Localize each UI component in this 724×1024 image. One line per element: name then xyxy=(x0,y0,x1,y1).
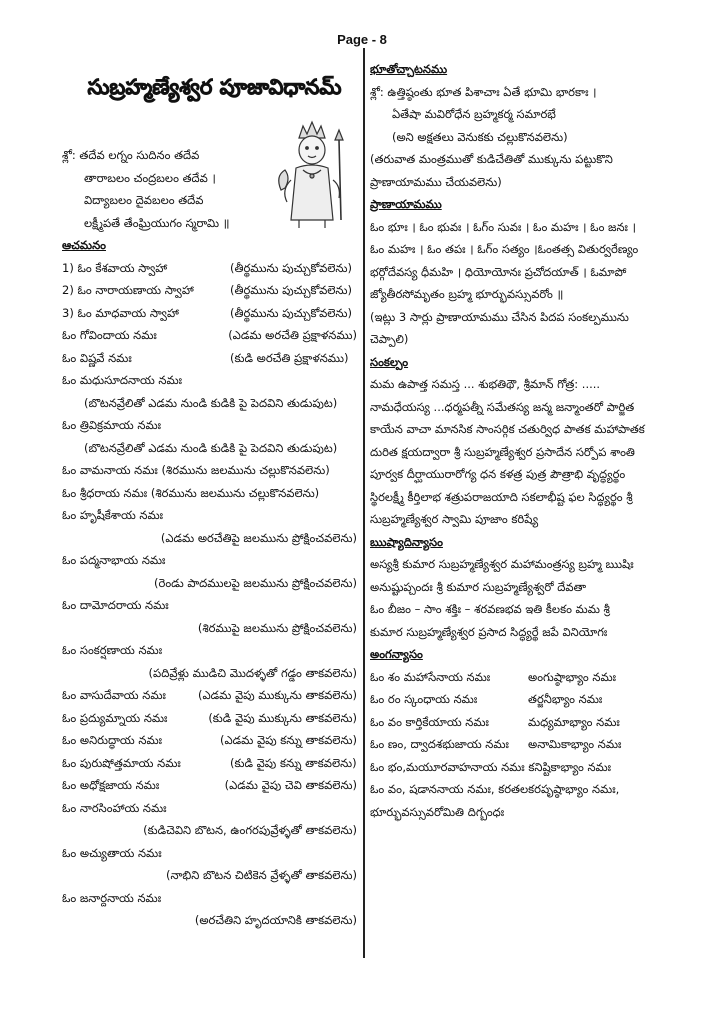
right-column xyxy=(370,58,670,823)
shloka-line-4: లక్ష్మీపతే తేంఘ్రియుగం స్మరామి ॥ xyxy=(84,215,230,230)
rishyadi-line: కుమార సుబ్రహ్మణ్యేశ్వర ప్రసాద సిద్ధ్యర్థే జపే వినియోగః xyxy=(370,624,608,639)
pranayama-line: జ్యోతీరసోమృతం బ్రహ్మ భూర్భువస్సువరోం ॥ xyxy=(370,287,564,301)
bhutochatana-line: శ్లో: ఉత్తిష్ఠంతు భూత పిశాచాః ఏతే భూమి భారకాః । xyxy=(370,84,597,99)
mantra-line: (శిరముపై జలమును ప్రోక్షించవలెను) xyxy=(197,620,357,635)
anganyasam-row xyxy=(370,666,670,689)
mantra-line: ఓం మధుసూదనాయ నమః xyxy=(62,373,183,387)
instruction-text: (కుడి అరచేతి ప్రక్షాళనము) xyxy=(230,350,349,365)
instruction-text: (ఎడమ వైపు చెవి తాకవలెను) xyxy=(224,778,357,792)
pranayama-line: ఓం మహః । ఓం తపః । ఓగ్ం సత్యం ।ఓంతత్స వితుర్వరేణ్యం xyxy=(370,242,639,256)
instruction-text: (కుడి వైపు కన్ను తాకవలెను) xyxy=(230,755,357,770)
instruction-text: (ఎడమ వైపు ముక్కును తాకవలెను) xyxy=(197,688,357,702)
anganyasam-line: ఓం భం,మయూరవాహనాయ నమః కనిష్టికాభ్యాం నమః xyxy=(370,759,612,774)
anganyasam-heading: అంగన్యాసం xyxy=(370,647,423,661)
mantra-text: ఓం గోవిందాయ నమః xyxy=(62,328,157,342)
rishyadi-section xyxy=(370,553,670,643)
sankalpam-section xyxy=(370,373,670,531)
sankalpam-line: నామధేయస్య ...ధర్మపత్నీ సమేతస్య జన్మ జన్మాంతరో పార్జిత xyxy=(370,399,635,414)
mantra-line: (బొటనవ్రేలితో ఎడమ నుండి కుడికి పై పెదవిని తుడుపుట) xyxy=(84,440,338,455)
mantra-text: ఓం శం మహాసేనాయ నమః xyxy=(370,669,491,684)
mantra-line: ఓం నారసింహాయ నమః xyxy=(62,800,167,815)
instruction-text: (తీర్థమును పుచ్చుకోవలెను) xyxy=(230,305,352,320)
mantra-text: ఓం అధోక్షజాయ నమః xyxy=(62,778,160,792)
mantra-line: ఓం వామనాయ నమః (శిరమును జలమును చల్లుకొనవలెను) xyxy=(62,463,330,477)
anganyasam-line: భూర్భువస్సువరోమితి దిగ్బంధః xyxy=(370,804,505,819)
mantra-text: 3) ఓం మాధవాయ స్వాహా xyxy=(62,305,179,320)
mantra-text: ఓం ప్రద్యుమ్నాయ నమః xyxy=(62,710,168,725)
instruction-text: (ఎడమ వైపు కన్ను తాకవలెను) xyxy=(219,733,357,747)
shloka-line-1: శ్లో: తదేవ లగ్నం సుదినం తదేవ xyxy=(62,148,200,162)
anganyasam-line: ఓం వం, షడాననాయ నమః, కరతలకరపృష్ఠాభ్యాం నమః, xyxy=(370,782,620,796)
mantra-text: అనామికాభ్యాం నమః xyxy=(528,737,622,751)
mantra-text: తర్జనీభ్యాం నమః xyxy=(528,692,603,706)
mantra-line: ఓం శ్రీధరాయ నమః (శిరమును జలమును చల్లుకొనవలెను) xyxy=(62,485,320,500)
mantra-tail xyxy=(62,797,357,932)
mantra-pairs xyxy=(62,684,357,797)
mantra-line: ఓం హృషీకేశాయ నమః xyxy=(62,508,164,522)
mantra-pair-row xyxy=(62,752,357,775)
pranayama-line: (ఇట్లు 3 సార్లు ప్రాణాయామము చేసిన పిదప సంకల్పమును xyxy=(370,309,629,324)
bhutochatana-line: ఏతేషా మవిరోధేన బ్రహ్మకర్మ సమారభే xyxy=(392,107,556,121)
sankalpam-line: స్థిరలక్ష్మీ కీర్తిలాభ శత్రుపరాజయాది సకలాభీష్ట ఫల సిద్ధ్యర్థం శ్రీ xyxy=(370,489,633,504)
shloka-line-2: తారాబలం చంద్రబలం తదేవ । xyxy=(84,170,216,185)
mantra-line: ఓం సంకర్షణాయ నమః xyxy=(62,643,163,657)
sankalpam-heading: సంకల్పం xyxy=(370,354,409,369)
mantra-text: ఓం రం స్కంధాయ నమః xyxy=(370,692,478,706)
mantra-text: మధ్యమాభ్యాం నమః xyxy=(528,714,620,729)
achamanam-list xyxy=(62,257,357,370)
rishyadi-line: అనుష్టుప్చందః శ్రీ కుమార సుబ్రహ్మణ్యేశ్వరో దేవతా xyxy=(370,579,587,594)
instruction-text: (కుడి వైపు ముక్కును తాకవలెను) xyxy=(208,710,357,725)
mantra-text: ఓం వాసుదేవాయ నమః xyxy=(62,688,166,702)
pranayama-heading: ప్రాణాయామము xyxy=(370,197,442,211)
mantra-pair-row xyxy=(62,684,357,707)
pranayama-line: చెప్పాలి) xyxy=(370,332,409,346)
mantra-pair-row xyxy=(62,729,357,752)
mantra-lines xyxy=(62,369,357,684)
mantra-text: ఓం వం కార్తికేయాయ నమః xyxy=(370,714,489,729)
achamanam-row xyxy=(62,347,357,370)
mantra-text: ఓం పురుషోత్తమాయ నమః xyxy=(62,755,181,770)
mantra-line: (అరచేతిని హృదయానికి తాకవలెను) xyxy=(194,913,357,927)
mantra-line: (పదివ్రేళ్లు ముడిచి మొదళ్ళతో గడ్డం తాకవలెను) xyxy=(148,665,357,680)
bhutochatana-line: (తరువాత మంత్రముతో కుడిచేతితో ముక్కును పట్టుకొని xyxy=(370,152,613,166)
bhutochatana-line: ప్రాణాయామము చేయవలెను) xyxy=(370,174,502,189)
anganyasam-row xyxy=(370,733,670,756)
achamanam-heading: ఆచమనం xyxy=(62,238,106,252)
bhutochatana-heading: భూతోచ్చాటనము xyxy=(370,62,448,76)
mantra-text: ఓం విష్ణవే నమః xyxy=(62,350,132,365)
instruction-text: (తీర్థమును పుచ్చుకోవలెను) xyxy=(230,260,352,275)
mantra-line: (బొటనవ్రేలితో ఎడమ నుండి కుడికి పై పెదవిని తుడుపుట) xyxy=(84,395,338,410)
anganyasam-row xyxy=(370,688,670,711)
anganyasam-tail xyxy=(370,756,670,824)
sankalpam-line: పూర్వక దీర్ఘాయురారోగ్య ధన కళత్ర పుత్ర పౌత్రాభి వృద్ధ్యర్థం xyxy=(370,467,626,481)
anganyasam-row xyxy=(370,711,670,734)
achamanam-row xyxy=(62,279,357,302)
mantra-line: ఓం పద్మనాభాయ నమః xyxy=(62,553,166,567)
pranayama-line: ఓం భూః । ఓం భువః । ఓగ్ం సువః । ఓం మహః । ఓం జనః । xyxy=(370,219,636,234)
shloka-line-3: విద్యాబలం దైవబలం తదేవ xyxy=(84,193,204,207)
mantra-text: 1) ఓం కేశవాయ స్వాహా xyxy=(62,260,168,275)
mantra-pair-row xyxy=(62,707,357,730)
pranayama-section xyxy=(370,216,670,351)
mantra-line: (నాభిని బొటన చిటికెన వ్రేళ్ళతో తాకవలెను) xyxy=(165,868,357,882)
sankalpam-line: సుబ్రహ్మణ్యేశ్వర స్వామి పూజాం కరిష్యే xyxy=(370,512,539,526)
achamanam-row xyxy=(62,257,357,280)
instruction-text: (ఎడమ అరచేతి ప్రక్షాళనము) xyxy=(228,328,357,342)
bhutochatana-section xyxy=(370,81,670,194)
mantra-text: అంగుష్ఠాభ్యాం నమః xyxy=(528,669,617,684)
bhutochatana-line: (అని అక్షతలు వెనుకకు చల్లుకొనవలెను) xyxy=(392,129,568,144)
mantra-line: (ఎడమ అరచేతిపై జలమును ప్రోక్షించవలెను) xyxy=(160,530,357,545)
anganyasam-section xyxy=(370,666,670,756)
sankalpam-line: దురిత క్షయద్వారా శ్రీ సుబ్రహ్మణ్యేశ్వర ప్రసాదేన సర్పోప శాంతి xyxy=(370,444,635,459)
sankalpam-line: మమ ఉపాత్త సమస్త ... శుభతిథౌ, శ్రీమాన్ గోత్ర: ..... xyxy=(370,377,601,391)
mantra-pair-row xyxy=(62,774,357,797)
mantra-line: ఓం అచ్యుతాయ నమః xyxy=(62,845,162,860)
mantra-text: 2) ఓం నారాయణాయ స్వాహా xyxy=(62,283,194,297)
achamanam-row xyxy=(62,324,357,347)
mantra-line: ఓం దామోదరాయ నమః xyxy=(62,598,169,612)
page-number: Page - 8 xyxy=(337,32,387,47)
mantra-line: (కుడిచెవిని బొటన, ఉంగరపువ్రేళ్ళతో తాకవలెను) xyxy=(143,823,357,837)
mantra-text: ఓం అనిరుద్ధాయ నమః xyxy=(62,733,163,747)
sankalpam-line: కాయేన వాచా మానసిక సాంసర్గిక చతుర్విధ పాతక మహాపాతక xyxy=(370,422,645,436)
rishyadi-heading: ఋష్యాదిన్యాసం xyxy=(370,534,443,549)
instruction-text: (తీర్థమును పుచ్చుకోవలెను) xyxy=(230,283,352,297)
column-divider xyxy=(363,48,365,958)
mantra-line: (రెండు పాదములపై జలమును ప్రోక్షించవలెను) xyxy=(154,575,357,590)
left-column xyxy=(62,60,357,932)
achamanam-row xyxy=(62,302,357,325)
page-title: సుబ్రహ్మణ్యేశ్వర పూజావిధానమ్ xyxy=(87,74,342,99)
mantra-line: ఓం జనార్దనాయ నమః xyxy=(62,890,162,905)
rishyadi-line: అస్యశ్రీ కుమార సుబ్రహ్మణ్యేశ్వర మహామంత్రస్య బ్రహ్మ ఋషిః xyxy=(370,557,634,571)
mantra-text: ఓం ణం, ద్వాదశభుజాయ నమః xyxy=(370,737,509,751)
rishyadi-line: ఓం బీజం – సాం శక్తిః – శరవణభవ ఇతి కీలకం మమ శ్రీ xyxy=(370,602,610,616)
pranayama-line: భర్గోదేవస్య ధీమహి । ధియోయోనః ప్రచోదయాత్ । ఓమాపో xyxy=(370,264,627,279)
mantra-line: ఓం త్రివిక్రమాయ నమః xyxy=(62,418,162,432)
